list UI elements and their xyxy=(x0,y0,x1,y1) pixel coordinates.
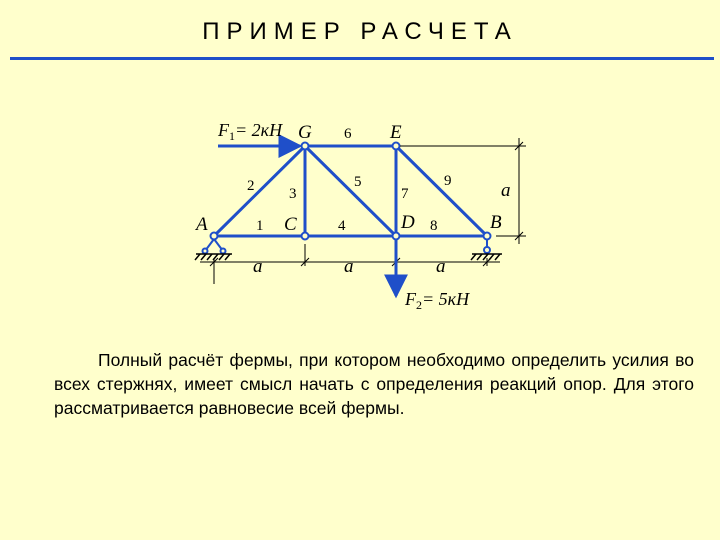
joint-G xyxy=(302,143,309,150)
label-node-D: D xyxy=(401,212,415,233)
label-member-4: 4 xyxy=(338,218,346,234)
member-5 xyxy=(305,146,396,236)
label-member-7: 7 xyxy=(401,186,409,202)
slide-title: ПРИМЕР РАСЧЕТА xyxy=(202,18,518,45)
label-node-A: A xyxy=(196,214,208,235)
label-member-6: 6 xyxy=(344,126,352,142)
joint-A xyxy=(211,233,218,240)
dimension-label-a-2: a xyxy=(344,256,354,277)
force-F2-label: $F_2= 5кН$ xyxy=(405,289,470,312)
dimension-label-a-1: a xyxy=(253,256,263,277)
label-member-5: 5 xyxy=(354,174,362,190)
support-B xyxy=(484,239,490,253)
label-node-G: G xyxy=(298,122,312,143)
joint-C xyxy=(302,233,309,240)
dimension-label-a-vertical: a xyxy=(501,180,511,201)
label-member-3: 3 xyxy=(289,186,297,202)
label-member-8: 8 xyxy=(430,218,438,234)
joint-B xyxy=(484,233,491,240)
support-A xyxy=(203,239,226,254)
dimension-label-a-3: a xyxy=(436,256,446,277)
label-node-E: E xyxy=(390,122,402,143)
label-node-C: C xyxy=(284,214,297,235)
label-member-2: 2 xyxy=(247,178,255,194)
label-member-1: 1 xyxy=(256,218,264,234)
joint-D xyxy=(393,233,400,240)
joint-E xyxy=(393,143,400,150)
label-member-9: 9 xyxy=(444,173,452,189)
force-F1-label: $F_1= 2кН$ xyxy=(218,120,283,143)
label-node-B: B xyxy=(490,212,502,233)
description-paragraph: Полный расчёт фермы, при котором необходимо определить усилия во всех стержнях, имеет смысл начать с определения реакций опор. Для этого рассматривается равновесие всей фермы. xyxy=(54,350,694,418)
